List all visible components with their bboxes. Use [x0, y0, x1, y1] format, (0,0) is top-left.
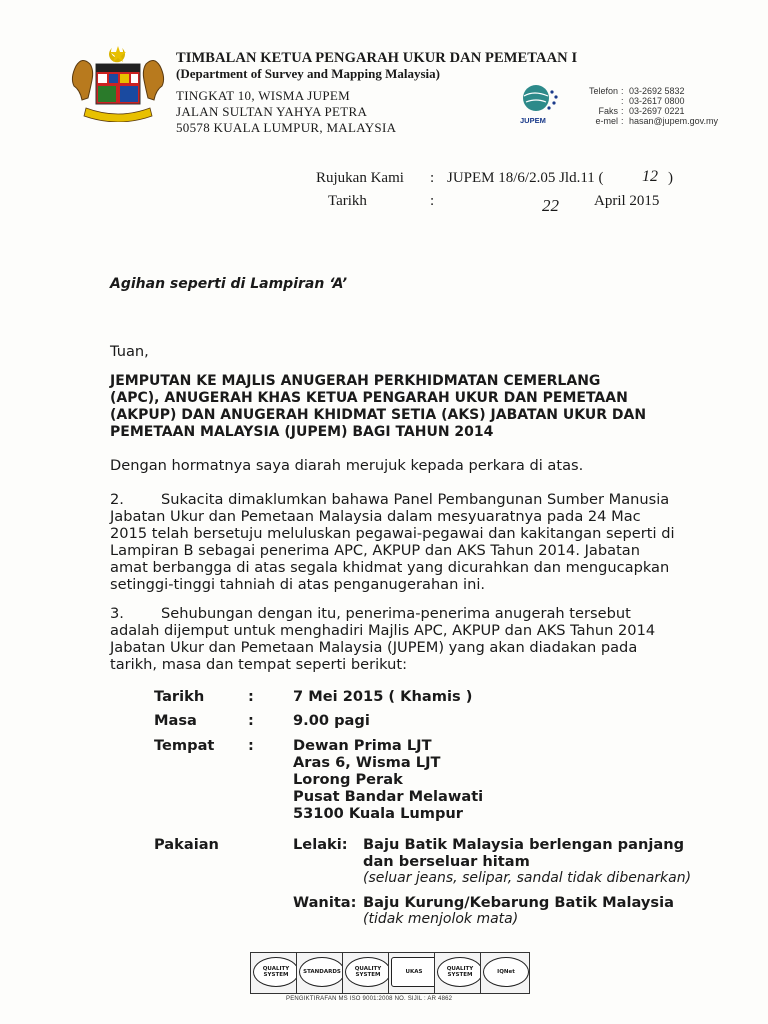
ref-close-paren: ): [668, 170, 673, 186]
subject-line-4: PEMETAAN MALAYSIA (JUPEM) BAGI TAHUN 2014: [110, 424, 494, 440]
subject-line-1: JEMPUTAN KE MAJLIS ANUGERAH PERKHIDMATAN CEMERLANG: [110, 373, 601, 389]
date-label: Tarikh: [328, 193, 367, 209]
dress-female-line: Baju Kurung/Kebarung Batik Malaysia: [363, 894, 674, 911]
malaysia-coat-of-arms-icon: [68, 44, 168, 122]
contact-value: hasan@jupem.gov.my: [629, 116, 719, 126]
date-handwritten-day: 22: [542, 196, 559, 215]
para2-line-6: setinggi-tinggi tahniah di atas penganugerahan ini.: [110, 576, 486, 593]
ref-value: JUPEM 18/6/2.05 Jld.11 (: [447, 170, 604, 186]
date-colon: :: [430, 193, 435, 209]
para3-line-1: 3. Sehubungan dengan itu, penerima-penerima anugerah tersebut: [110, 605, 631, 622]
ref-handwritten-number: 12: [642, 168, 658, 185]
subject-line-3: (AKPUP) DAN ANUGERAH KHIDMAT SETIA (AKS) JABATAN UKUR DAN: [110, 407, 647, 423]
contact-phone-row: Telefon : 03-2692 5832: [574, 86, 718, 96]
recipient-line: Agihan seperti di Lampiran ‘A’: [110, 276, 348, 292]
contact-block: [574, 86, 718, 126]
venue-line-5: 53100 Kuala Lumpur: [293, 805, 464, 822]
salutation: Tuan,: [110, 343, 149, 360]
contact-fax-row: Faks : 03-2697 0221: [574, 106, 718, 116]
standards-badge-icon: STANDARDS: [299, 957, 345, 987]
certification-badge: [434, 952, 484, 994]
contact-email-row: e-mel : hasan@jupem.gov.my: [574, 116, 718, 126]
address-line-3: 50578 KUALA LUMPUR, MALAYSIA: [176, 120, 397, 135]
contact-label: [574, 96, 621, 106]
dress-male-note: (seluar jeans, selipar, sandal tidak dibenarkan): [363, 870, 692, 886]
contact-phone-row-2: : 03-2617 0800: [574, 96, 718, 106]
dress-male-line-2: dan berseluar hitam: [363, 853, 530, 870]
event-date-colon: :: [248, 688, 254, 705]
dress-male-label: Lelaki:: [293, 836, 348, 853]
quality-system-badge-icon: QUALITY SYSTEM: [345, 957, 391, 987]
venue-line-2: Aras 6, Wisma LJT: [293, 754, 441, 771]
date-value: April 2015: [594, 193, 660, 209]
certification-badge: [388, 952, 438, 994]
contact-value: 03-2692 5832: [629, 86, 685, 96]
para3-line-2: adalah dijemput untuk menghadiri Majlis APC, AKPUP dan AKS Tahun 2014: [110, 622, 656, 639]
ref-colon: :: [430, 170, 435, 186]
event-venue-label: Tempat: [154, 737, 215, 754]
contact-label: Faks: [598, 106, 618, 116]
dress-female-label: Wanita:: [293, 894, 357, 911]
org-name-english: (Department of Survey and Mapping Malaysia): [176, 66, 440, 81]
contact-value: 03-2617 0800: [629, 96, 685, 106]
para2-line-1: 2. Sukacita dimaklumkan bahawa Panel Pembangunan Sumber Manusia: [110, 491, 670, 508]
venue-line-3: Lorong Perak: [293, 771, 403, 788]
certification-badge: [296, 952, 346, 994]
para3-line-4: tarikh, masa dan tempat seperti berikut:: [110, 656, 408, 673]
jupem-logo-text: JUPEM: [520, 116, 546, 125]
para3-line-3: Jabatan Ukur dan Pemetaan Malaysia (JUPEM) yang akan diadakan pada: [110, 639, 638, 656]
iqnet-badge-icon: IQNet: [483, 957, 529, 987]
certification-badge: [342, 952, 392, 994]
dress-label: Pakaian: [154, 836, 219, 853]
venue-line-1: Dewan Prima LJT: [293, 737, 432, 754]
org-name: TIMBALAN KETUA PENGARAH UKUR DAN PEMETAAN I: [176, 50, 578, 66]
quality-system-badge-icon: QUALITY SYSTEM: [437, 957, 483, 987]
dress-female-note: (tidak menjolok mata): [363, 911, 519, 927]
quality-system-badge-icon: QUALITY SYSTEM: [253, 957, 299, 987]
ref-label: Rujukan Kami: [316, 170, 404, 186]
certification-badge: [250, 952, 300, 994]
ukas-crown-badge-icon: UKAS: [391, 957, 437, 987]
certification-badge: [480, 952, 530, 994]
event-time-value: 9.00 pagi: [293, 712, 370, 729]
event-venue-colon: :: [248, 737, 254, 754]
para2-line-3: 2015 telah bersetuju meluluskan pegawai-pegawai dan kakitangan seperti di: [110, 525, 675, 542]
venue-line-4: Pusat Bandar Melawati: [293, 788, 484, 805]
subject-line-2: (APC), ANUGERAH KHAS KETUA PENGARAH UKUR DAN PEMETAAN: [110, 390, 628, 406]
para2-line-4: Lampiran B sebagai penerima APC, AKPUP dan AKS Tahun 2014. Jabatan: [110, 542, 640, 559]
opening-paragraph: Dengan hormatnya saya diarah merujuk kepada perkara di atas.: [110, 457, 584, 474]
address-line-1: TINGKAT 10, WISMA JUPEM: [176, 88, 350, 103]
address-line-2: JALAN SULTAN YAHYA PETRA: [176, 104, 368, 119]
contact-value: 03-2697 0221: [629, 106, 685, 116]
event-time-label: Masa: [154, 712, 197, 729]
dress-male-line-1: Baju Batik Malaysia berlengan panjang: [363, 836, 685, 853]
para2-line-2: Jabatan Ukur dan Pemetaan Malaysia dalam mesyuaratnya pada 24 Mac: [110, 508, 641, 525]
contact-label: Telefon: [588, 86, 618, 96]
certification-text: PENGIKTIRAFAN MS ISO 9001:2008 NO. SIJIL : AR 4862: [286, 996, 453, 1002]
event-date-value: 7 Mei 2015 ( Khamis ): [293, 688, 473, 705]
event-time-colon: :: [248, 712, 254, 729]
contact-label: e-mel: [595, 116, 618, 126]
event-date-label: Tarikh: [154, 688, 205, 705]
para2-line-5: amat berbangga di atas segala khidmat yang dicurahkan dan mengucapkan: [110, 559, 670, 576]
